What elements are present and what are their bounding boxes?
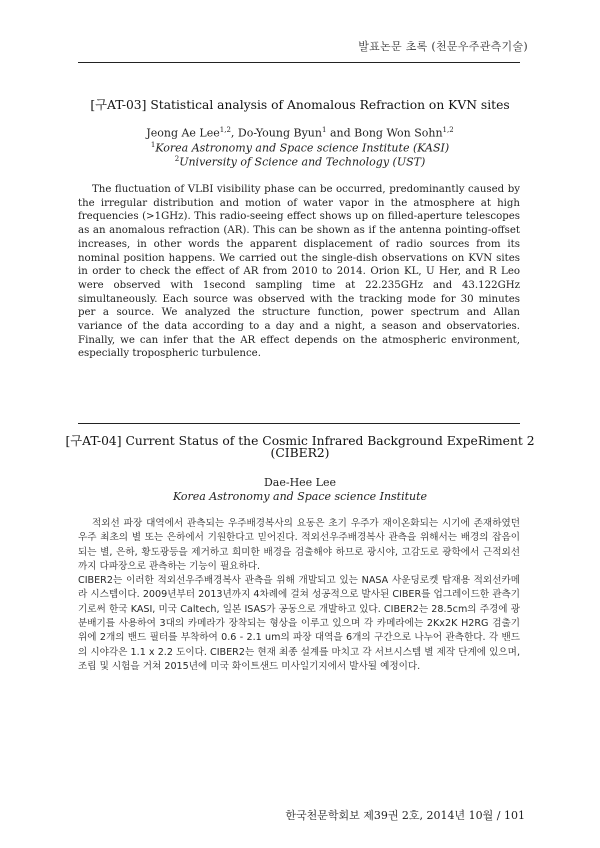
- running-header: 발표논문 초록 (천문우주관측기술): [358, 40, 528, 53]
- affiliation: [60, 141, 540, 155]
- affiliation-mark: 2: [174, 155, 180, 163]
- section-divider: [78, 423, 520, 424]
- abstract-paragraph: 적외선 파장 대역에서 관측되는 우주배경복사의 요동은 초기 우주가 재이온화되는 시기에 존재하였던 우주 최초의 별 또는 은하에서 기원한다고 믿어진다. 적외선우주배경복사 관측을 위해서는 배경의 잡음이 되는 별, 은하, 황도광등을 제거하고 희미한 배경을 검출해야 하므로 광시야, 고감도로 광학에서 근적외선까지 다파장으로 관측하는 기능이 필요하다.: [78, 518, 520, 572]
- author-name: Do-Young Byun: [237, 126, 322, 140]
- author-name: Dae-Hee Lee: [263, 476, 337, 489]
- section-title: [60, 95, 540, 113]
- author-affil-mark: 1,2: [442, 126, 454, 134]
- author-list: Jeong Ae Lee$^{1,2}$, Do-Young Byun$^1$ and Bong Won Sohn$^{1,2}$: [146, 126, 454, 140]
- affiliation-mark: 1: [150, 141, 156, 149]
- author-separator: and: [329, 126, 351, 140]
- affiliation-text: Korea Astronomy and Space science Institute (KASI): [155, 141, 450, 155]
- abstract-body: [78, 517, 520, 674]
- section-code: [구AT-04]: [65, 434, 122, 448]
- author-name: Bong Won Sohn: [354, 126, 443, 140]
- header-rule: [78, 62, 520, 63]
- section-title-line2: (CIBER2): [270, 446, 330, 460]
- section-title-text: Current Status of the Cosmic Infrared Background ExpeRiment 2: [125, 434, 535, 448]
- author-affil-mark: 1,2: [219, 126, 231, 134]
- affiliation-text: Korea Astronomy and Space science Institute: [172, 490, 428, 503]
- author-name: Jeong Ae Lee: [146, 126, 220, 140]
- affiliation: [60, 155, 540, 169]
- author-affil-mark: 1: [321, 126, 327, 134]
- page-footer: 한국천문학회보 제39권 2호, 2014년 10월 / 101: [285, 809, 525, 822]
- section-code: [구AT-03]: [90, 98, 147, 112]
- section-title-text: Statistical analysis of Anomalous Refraction on KVN sites: [150, 98, 510, 112]
- abstract-body: The fluctuation of VLBI visibility phase can be occurred, predominantly caused by the irregular distribution and motion of water vapor in the atmosphere at high frequencies (>1GHz). This radio-seeing effect shows up on filled-aperture telescopes as an anomalous refraction (AR). This can be shown as if the antenna pointing-offset increases, in other words the apparent displacement of radio sources from its nominal position happens. We carried out the single-dish observations on KVN sites in order to check the effect of AR from 2010 to 2014. Orion KL, U Her, and R Leo were observed with 1second sampling time at 22.235GHz and 43.122GHz simultaneously. Each source was observed with the tracking mode for 30 minutes per a source. We analyzed the structure function, power spectrum and Allan variance of the data according to a day and a night, a season and observatories. Finally, we can infer that the AR effect depends on the atmospheric environment, especially tropospheric turbulence.: [78, 184, 520, 360]
- abstract-paragraph: CIBER2는 이러한 적외선우주배경복사 관측을 위해 개발되고 있는 NASA 사운딩로켓 탑재용 적외선카메라 시스템이다. 2009년부터 2013년까지 4차례에 걸쳐 성공적으로 발사된 CIBER를 업그레이드한 관측기기로써 한국 KASI, 미국 Caltech, 일본 ISAS가 공동으로 개발하고 있다. CIBER2는 28.5cm의 주경에 광분배기를 사용하여 3대의 카메라가 장착되는 형상을 이루고 있으며 각 카메라에는 2Kx2K H2RG 검출기 위에 2개의 밴드 필터를 부착하여 0.6 - 2.1 um의 파장 대역을 6개의 구간으로 나누어 관측한다. 각 밴드의 시야각은 1.1 x 2.2 도이다. CIBER2는 현재 최종 설계를 마치고 각 서브시스템 별 제작 단계에 있으며, 조립 및 시험을 거쳐 2015년에 미국 화이트샌드 미사일기지에서 발사될 예정이다.: [78, 575, 520, 672]
- affiliation-text: University of Science and Technology (UST): [179, 155, 426, 169]
